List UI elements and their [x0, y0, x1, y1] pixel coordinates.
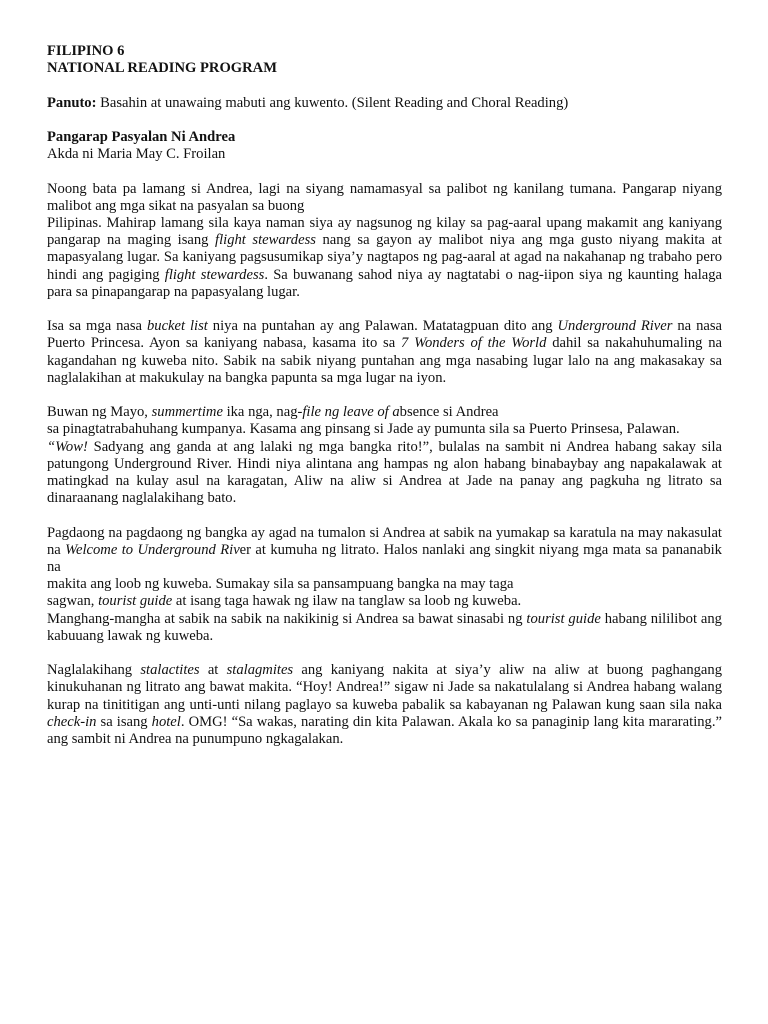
paragraph-4	[47, 525, 722, 645]
paragraph-3	[47, 404, 722, 507]
paragraph-3-line-a: Buwan ng Mayo, summertime ika nga, nag-file ng leave of absence si Andrea	[47, 404, 499, 421]
paragraph-3-body: “Wow! Sadyang ang ganda at ang lalaki ng mga bangka rito!”, bulalas na sambit ni Andrea habang sakay sila patungong Underground River. Hindi niya alintana ang hampas ng alon habang binabaybay ang napakalawak at matingkad na kulay asul na karagatan, Aliw na aliw si Andrea at Jade na panay ang pagkuha ng litrato sa dinaraanang naglalakihang bato.	[47, 438, 722, 507]
instructions-text: Basahin at unawaing mabuti ang kuwento. (Silent Reading and Choral Reading)	[96, 94, 569, 111]
paragraph-4-body-f: Manghang-mangha at sabik na sabik na nakikinig si Andrea sa bawat sinasabi ng tourist guide habang nililibot ang kabuuang lawak ng kuweba.	[47, 610, 722, 644]
paragraph-1-body: Pilipinas. Mahirap lamang sila kaya naman siya ay nagsunog ng kilay sa pag-aaral upang makamit ang kaniyang pangarap na maging isang flight stewardess nang sa gayon ay malibot niya ang mga gusto niyang makita at mapasyalang lugar. Sa kaniyang pagsusumikap siya’y nagtapos ng pag-aaral at agad na nakahanap ng trabaho pero hindi ang pagiging flight stewardess. Sa buwanang sahod niya ay nagtatabi o nag-iipon siya ng kaunting halaga para sa pinapangarap na papasyalang lugar.	[47, 214, 722, 300]
paragraph-2	[47, 318, 722, 387]
story-author: Akda ni Maria May C. Froilan	[47, 146, 226, 163]
paragraph-2-body: Isa sa mga nasa bucket list niya na puntahan ay ang Palawan. Matatagpuan dito ang Underground River na nasa Puerto Princesa. Ayon sa kaniyang nabasa, kasama ito sa 7 Wonders of the World dahil sa nakahuhumaling na kagandahan ng kuweba nito. Sabik na sabik niyang puntahan ang mga nasabing lugar lalo na ang makasakay sa naglalakihan at makukulay na bangka papunta sa mga lugar na iyon.	[47, 318, 723, 386]
story-title: Pangarap Pasyalan Ni Andrea	[47, 128, 236, 145]
instructions-label: Panuto:	[47, 94, 97, 111]
paragraph-5	[47, 662, 722, 748]
paragraph-4-body-a: Pagdaong na pagdaong ng bangka ay agad na tumalon si Andrea at sabik na yumakap sa karatula na may nakasulat na Welcome to Underground River at kumuha ng litrato. Halos nanlaki ang singkit niyang mga mata sa pananabik na	[47, 524, 722, 575]
instructions	[47, 95, 722, 112]
paragraph-5-body: Naglalakihang stalactites at stalagmites ang kaniyang nakita at siya’y aliw na aliw at buong paghangang kinukuhanan ng litrato ang bawat makita. “Hoy! Andrea!” sigaw ni Jade sa nakatulalang si Andrea habang walang kurap na tinititigan ang unti-unti nilang paglayo sa kuweba pabalik sa kabayanan ng Palawan kung saan sila naka check-in sa isang hotel. OMG! “Sa wakas, narating din kita Palawan. Akala ko sa panaginip lang kita mararating.” ang sambit ni Andrea na punumpuno ngkagalakan.	[47, 662, 722, 748]
paragraph-4-line-d: sagwan, tourist guide at isang taga hawak ng ilaw na tanglaw sa loob ng kuweba.	[47, 593, 522, 610]
paragraph-3-line-b: sa pinagtatrabahuhang kumpanya. Kasama ang pinsang si Jade ay pumunta sila sa Puerto Prinsesa, Palawan.	[47, 421, 680, 438]
paragraph-1-line-a: Noong bata pa lamang si Andrea, lagi na siyang namamasyal sa palibot ng kanilang tumana. Pangarap niyang malibot ang mga sikat na pasyalan sa buong	[47, 180, 722, 214]
paragraph-4-line-c: makita ang loob ng kuweba. Sumakay sila sa pansampuang bangka na may taga	[47, 576, 514, 593]
program-heading: NATIONAL READING PROGRAM	[47, 60, 277, 77]
subject-heading: FILIPINO 6	[47, 43, 125, 59]
paragraph-1	[47, 181, 722, 301]
